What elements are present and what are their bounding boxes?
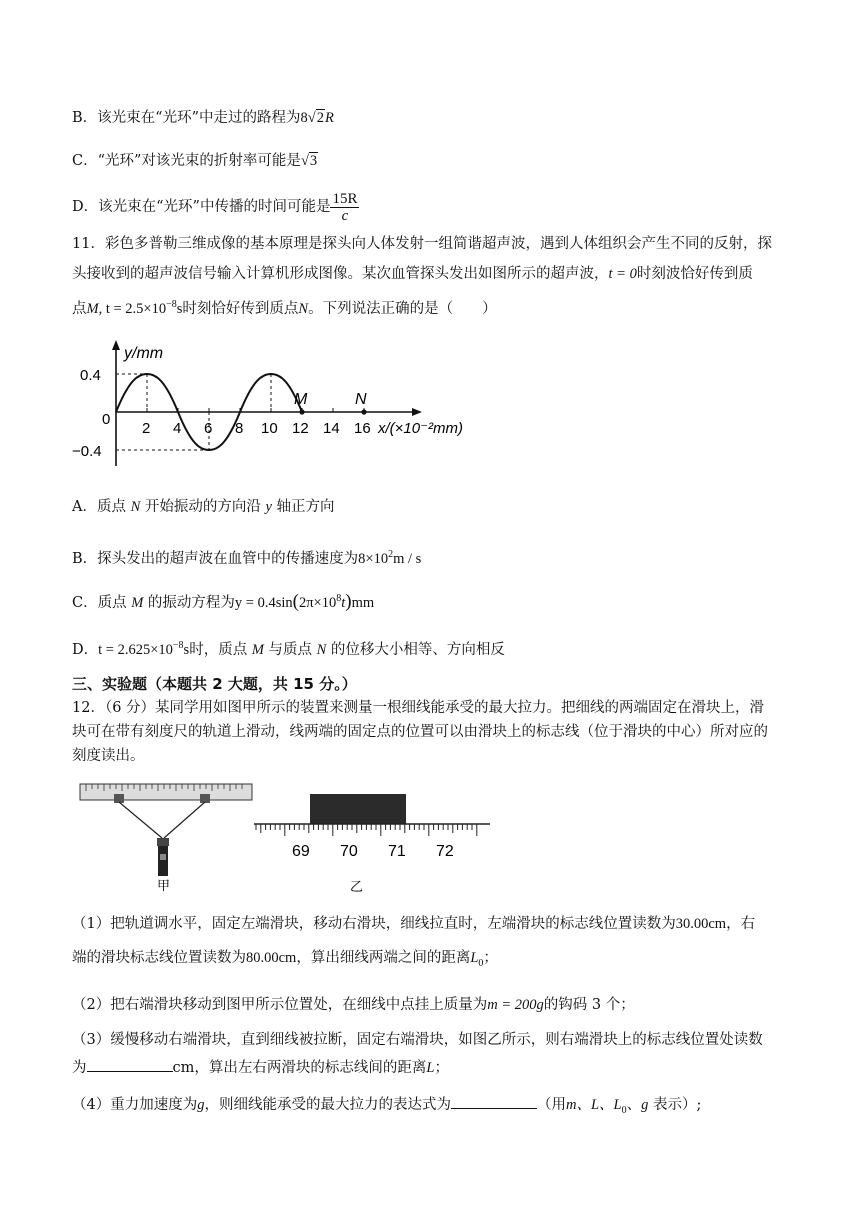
scale-label: 72 — [436, 843, 454, 860]
point-m — [299, 409, 304, 414]
q12-step3-line1: （3）缓慢移动右端滑块，直到细线被拉断，固定右端滑块，如图乙所示，则右端滑块上的标志线位置处读数 — [72, 1032, 763, 1048]
option-b-q11: B．探头发出的超声波在血管中的传播速度为$8\times 10^2m / s$ — [72, 549, 422, 567]
answer-blank[interactable] — [451, 1094, 537, 1109]
q12-step1-line2: 端的滑块标志线位置读数为80.00cm，算出细线两端之间的距离$L_0$； — [72, 950, 498, 969]
option-c-q10: C．“光环”对该光束的折射率可能是√3 — [72, 153, 318, 169]
x-tick: 6 — [204, 420, 213, 437]
x-tick: 12 — [292, 420, 309, 437]
option-d-q10: D．该光束在“光环”中传播的时间可能是 $\frac{15R}{c}$ — [72, 190, 358, 224]
q11-line2: 头接收到的超声波信号输入计算机形成图像。某次血管探头发出如图所示的超声波，t = 0时刻波恰好传到质 — [72, 266, 753, 282]
q12-line3: 刻度读出。 — [72, 748, 145, 764]
y-axis-label: y/mm — [124, 345, 164, 362]
q11-line3: 点M, $t = 2.5\times 10^{-8}s$时刻恰好传到质点N。下列说法正确的是（ ） — [72, 299, 497, 317]
q12-line1: 12．（6 分）某同学用如图甲所示的装置来测量一根细线能承受的最大拉力。把细线的两端固定在滑块上，滑 — [72, 700, 765, 716]
q11-line1: 11．彩色多普勒三维成像的基本原理是探头向人体发射一组简谐超声波，遇到人体组织会产生不同的反射，探 — [72, 236, 772, 252]
answer-blank[interactable] — [87, 1057, 173, 1072]
option-c-q11: C．质点 M 的振动方程为$y = 0.4\sin(2\pi\times 10^8t)mm$ — [72, 590, 375, 612]
y-tick-zero: 0 — [102, 411, 111, 428]
x-tick: 8 — [235, 420, 244, 437]
label-n: N — [355, 391, 367, 408]
q12-step2: （2）把右端滑块移动到图甲所示位置处，在细线中点挂上质量为m = 200g的钩码 3 个； — [72, 997, 635, 1013]
scale-label: 70 — [340, 843, 358, 860]
point-n — [361, 409, 366, 414]
option-d-q11: D．$t = 2.625\times 10^{-8}s$时，质点 M 与质点 N 的位移大小相等、方向相反 — [72, 640, 505, 658]
y-tick-top: 0.4 — [80, 367, 101, 384]
section-heading: 三、实验题（本题共 2 大题，共 15 分。） — [72, 675, 357, 693]
scale-label: 71 — [388, 843, 406, 860]
x-tick: 14 — [323, 420, 340, 437]
x-tick: 10 — [261, 420, 278, 437]
figure-yi — [250, 790, 500, 900]
x-tick: 16 — [354, 420, 371, 437]
q12-step4: （4）重力加速度为g，则细线能承受的最大拉力的表达式为 （用m、L、$L_0$、g 表示）; — [72, 1094, 701, 1121]
label-m: M — [294, 391, 308, 408]
q12-step3-line2: 为 cm，算出左右两滑块的标志线间的距离L； — [72, 1057, 449, 1078]
option-a-q11: A．质点 N 开始振动的方向沿 y 轴正方向 — [72, 499, 335, 515]
figure-yi-label: 乙 — [350, 879, 364, 894]
slider-block — [310, 794, 406, 824]
x-tick: 2 — [142, 420, 151, 437]
q12-line2: 块可在带有刻度尺的轨道上滑动，线两端的固定点的位置可以由滑块上的标志线（位于滑块的中心）所对应的 — [72, 724, 768, 740]
x-tick: 4 — [173, 420, 182, 437]
figure-jia — [78, 782, 258, 892]
q12-step1-line1: （1）把轨道调水平，固定左端滑块，移动右滑块，细线拉直时，左端滑块的标志线位置读数为30.00cm，右 — [72, 916, 756, 932]
y-tick-bottom: −0.4 — [72, 443, 102, 460]
wave-graph — [70, 338, 470, 478]
scale-label: 69 — [292, 843, 310, 860]
option-b-q10: B．该光束在“光环”中走过的路程为8√2R — [72, 110, 334, 126]
figure-jia-label: 甲 — [157, 878, 171, 892]
x-axis-label: x/(×10⁻²mm) — [378, 420, 464, 437]
